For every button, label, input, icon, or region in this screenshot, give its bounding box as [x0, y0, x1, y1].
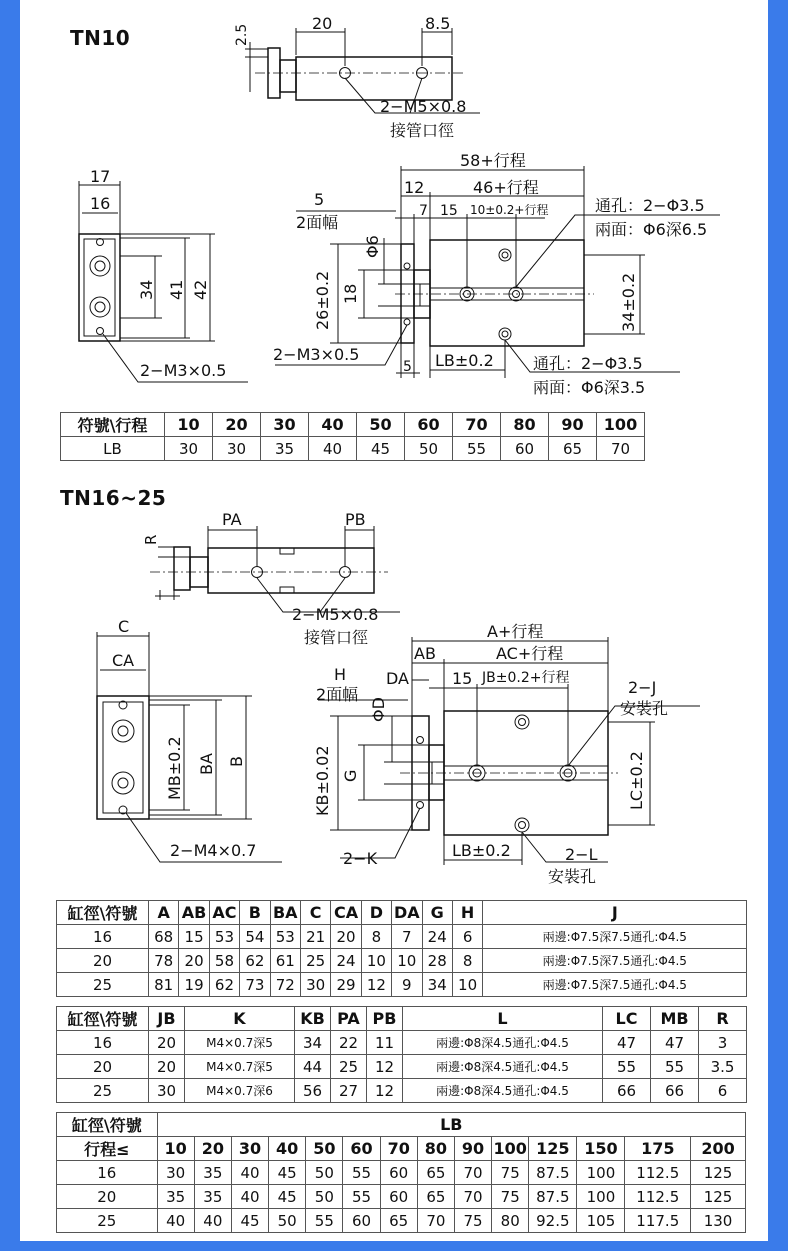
table-row	[57, 1031, 747, 1055]
table-cell: 10	[157, 1137, 194, 1161]
table-cell: 9	[392, 973, 422, 997]
table-cell: 20	[57, 1055, 149, 1079]
table-cell: 6	[452, 925, 482, 949]
table-cell: 25	[57, 1079, 149, 1103]
dim-58-stroke: 58+行程	[460, 151, 526, 170]
table-cell: CA	[331, 901, 361, 925]
dim-8-5: 8.5	[425, 14, 451, 33]
table-cell: 66	[651, 1079, 699, 1103]
table-cell: A	[149, 901, 179, 925]
table-cell: 125	[691, 1161, 746, 1185]
dim-17: 17	[90, 167, 111, 186]
dim-34: 34	[137, 279, 156, 300]
dim-15: 15	[452, 669, 473, 688]
m4-label: 2−M4×0.7	[170, 841, 257, 860]
table-cell: 130	[691, 1209, 746, 1233]
table-cell: 40	[231, 1161, 268, 1185]
table-cell: 47	[603, 1031, 651, 1055]
dim-41: 41	[167, 279, 186, 300]
table-cell: H	[452, 901, 482, 925]
table-cell: 27	[331, 1079, 367, 1103]
dim-g: G	[341, 769, 360, 782]
bottom-blue-border	[0, 1241, 788, 1251]
dim-kb: KB±0.02	[313, 745, 332, 816]
table-cell: 21	[300, 925, 330, 949]
table-cell: AC	[209, 901, 239, 925]
table-cell: 60	[380, 1161, 417, 1185]
dim-12: 12	[404, 178, 425, 197]
table-cell: MB	[651, 1007, 699, 1031]
dim-46-stroke: 46+行程	[473, 178, 539, 197]
m3-label: 2−M3×0.5	[140, 361, 227, 380]
table-cell: LC	[603, 1007, 651, 1031]
dim-mb: MB±0.2	[165, 736, 184, 800]
table-cell: 45	[231, 1209, 268, 1233]
table-cell: G	[422, 901, 452, 925]
table-cell: 78	[149, 949, 179, 973]
table-cell: 29	[331, 973, 361, 997]
table-cell: 80	[492, 1209, 529, 1233]
table-cell: 65	[417, 1161, 454, 1185]
table-cell: 35	[194, 1185, 231, 1209]
table-cell: 90	[549, 413, 597, 437]
table-cell: 112.5	[625, 1161, 691, 1185]
table-cell: 50	[357, 413, 405, 437]
table-cell: 缸徑\符號	[57, 1113, 158, 1137]
table-cell: 10	[392, 949, 422, 973]
face-hole-1: 兩面：Φ6深6.5	[595, 220, 708, 239]
table-cell: 56	[295, 1079, 331, 1103]
table-cell: 65	[417, 1185, 454, 1209]
dim-lc: LC±0.2	[627, 751, 646, 810]
table-cell: 55	[343, 1185, 380, 1209]
table-cell: 90	[454, 1137, 491, 1161]
table-cell: M4×0.7深6	[185, 1079, 295, 1103]
table-cell: 30	[213, 437, 261, 461]
table-cell: 15	[179, 925, 209, 949]
top-rod-block	[429, 745, 444, 800]
table-cell: C	[300, 901, 330, 925]
table-cell: 62	[209, 973, 239, 997]
table-cell: 50	[269, 1209, 306, 1233]
table-cell: 兩邊:Φ7.5深7.5通孔:Φ4.5	[483, 949, 747, 973]
table-cell: 60	[501, 437, 549, 461]
face-width: 2面幅	[296, 213, 339, 232]
table-cell: 11	[367, 1031, 403, 1055]
table-cell: PB	[367, 1007, 403, 1031]
table-cell: 70	[454, 1185, 491, 1209]
dim-phid: ΦD	[369, 697, 388, 722]
table-cell: 6	[699, 1079, 747, 1103]
dim-b: B	[227, 756, 246, 767]
dim-10-stroke: 10±0.2+行程	[470, 203, 549, 217]
table-cell: 40	[231, 1185, 268, 1209]
dim-da: DA	[386, 669, 409, 688]
table-cell: 20	[179, 949, 209, 973]
table-cell: 3.5	[699, 1055, 747, 1079]
face-hole-2: 兩面：Φ6深3.5	[533, 378, 646, 397]
table-cell: 40	[157, 1209, 194, 1233]
table-cell: 92.5	[529, 1209, 577, 1233]
dim-5b: 5	[403, 359, 412, 375]
table-cell: 22	[331, 1031, 367, 1055]
table-cell: 80	[501, 413, 549, 437]
table-cell: 117.5	[625, 1209, 691, 1233]
port-label: 2−M5×0.8	[292, 605, 379, 624]
table-cell: BA	[270, 901, 300, 925]
table-cell: 61	[270, 949, 300, 973]
table-cell: 兩邊:Φ8深4.5通孔:Φ4.5	[403, 1031, 603, 1055]
table-cell: 40	[194, 1209, 231, 1233]
table-cell: KB	[295, 1007, 331, 1031]
dim-ab: AB	[414, 644, 436, 663]
table-cell: 66	[603, 1079, 651, 1103]
table-cell: AB	[179, 901, 209, 925]
table-cell: 75	[492, 1161, 529, 1185]
dim-34-tol: 34±0.2	[619, 272, 638, 332]
table-cell: 缸徑\符號	[57, 901, 149, 925]
table-cell: 72	[270, 973, 300, 997]
table-cell: 47	[651, 1031, 699, 1055]
table-cell: 54	[240, 925, 270, 949]
table-cell: 70	[380, 1137, 417, 1161]
table-cell: 55	[603, 1055, 651, 1079]
table-cell: 50	[306, 1185, 343, 1209]
table-cell: 10	[361, 949, 391, 973]
table-header-row	[57, 901, 747, 925]
table-cell: 兩邊:Φ7.5深7.5通孔:Φ4.5	[483, 973, 747, 997]
table-cell: 53	[270, 925, 300, 949]
dim-a-stroke: A+行程	[487, 622, 544, 641]
table-cell: 25	[57, 973, 149, 997]
table-cell: 50	[405, 437, 453, 461]
dim-h: H	[334, 665, 347, 684]
table-cell: 70	[453, 413, 501, 437]
table-cell: 55	[306, 1209, 343, 1233]
tn16-table-3	[56, 1112, 746, 1233]
port-label-cn: 接管口徑	[390, 121, 455, 140]
table-cell: 3	[699, 1031, 747, 1055]
table-cell: 30	[231, 1137, 268, 1161]
table-cell: 20	[194, 1137, 231, 1161]
tn16-title: TN16~25	[60, 486, 167, 510]
table-cell: 70	[597, 437, 645, 461]
table-cell: LB	[157, 1113, 745, 1137]
table-cell: LB	[61, 437, 165, 461]
table-cell: M4×0.7深5	[185, 1055, 295, 1079]
table-cell: 45	[269, 1161, 306, 1185]
m3-label-top: 2−M3×0.5	[273, 345, 360, 364]
table-cell: 55	[343, 1161, 380, 1185]
port-label-cn: 接管口徑	[304, 628, 369, 647]
table-row	[57, 1185, 746, 1209]
table-cell: 81	[149, 973, 179, 997]
table-cell: 20	[149, 1031, 185, 1055]
table-cell: 兩邊:Φ7.5深7.5通孔:Φ4.5	[483, 925, 747, 949]
table-cell: 175	[625, 1137, 691, 1161]
table-cell: 45	[269, 1185, 306, 1209]
thru-hole-2: 通孔：2−Φ3.5	[533, 354, 643, 373]
table-cell: 12	[367, 1055, 403, 1079]
table-cell: M4×0.7深5	[185, 1031, 295, 1055]
table-cell: 10	[165, 413, 213, 437]
table-cell: 24	[422, 925, 452, 949]
table-cell: 10	[452, 973, 482, 997]
thru-hole-1: 通孔：2−Φ3.5	[595, 196, 705, 215]
table-cell: L	[403, 1007, 603, 1031]
table-cell: 44	[295, 1055, 331, 1079]
table-cell: 8	[361, 925, 391, 949]
table-cell: 兩邊:Φ8深4.5通孔:Φ4.5	[403, 1055, 603, 1079]
table-cell: 34	[422, 973, 452, 997]
table-cell: 53	[209, 925, 239, 949]
table-cell: 34	[295, 1031, 331, 1055]
table-row	[57, 925, 747, 949]
dim-ca: CA	[112, 651, 135, 670]
dim-c: C	[118, 617, 130, 636]
table-cell: 24	[331, 949, 361, 973]
table-row	[57, 1161, 746, 1185]
dim-2-5: 2.5	[234, 23, 250, 46]
dim-5: 5	[314, 190, 325, 209]
dim-7: 7	[419, 203, 428, 219]
table-cell: 兩邊:Φ8深4.5通孔:Φ4.5	[403, 1079, 603, 1103]
table-cell: 30	[261, 413, 309, 437]
table-cell: 68	[149, 925, 179, 949]
table-cell: DA	[392, 901, 422, 925]
table-cell: 12	[361, 973, 391, 997]
l-label: 2−L	[565, 845, 598, 864]
table-cell: 55	[651, 1055, 699, 1079]
table-cell: 20	[213, 413, 261, 437]
table-header-row	[57, 1137, 746, 1161]
table-cell: 35	[194, 1161, 231, 1185]
table-cell: 70	[417, 1209, 454, 1233]
table-cell: 60	[343, 1137, 380, 1161]
table-cell: 65	[549, 437, 597, 461]
table-cell: 20	[57, 1185, 158, 1209]
table-cell: 70	[454, 1161, 491, 1185]
table-cell: 19	[179, 973, 209, 997]
table-cell: 30	[165, 437, 213, 461]
table-header-row	[57, 1113, 746, 1137]
dim-42: 42	[191, 279, 210, 300]
table-cell: 87.5	[529, 1161, 577, 1185]
dim-26: 26±0.2	[313, 270, 332, 330]
table-cell: 73	[240, 973, 270, 997]
table-cell: 符號\行程	[61, 413, 165, 437]
table-cell: 62	[240, 949, 270, 973]
dim-18: 18	[341, 283, 360, 304]
dim-20: 20	[312, 14, 333, 33]
table-cell: 100	[492, 1137, 529, 1161]
table-cell: 7	[392, 925, 422, 949]
table-cell: 35	[157, 1185, 194, 1209]
table-cell: 20	[331, 925, 361, 949]
table-row	[57, 949, 747, 973]
l-label-cn: 安裝孔	[548, 867, 597, 886]
table-row	[57, 1209, 746, 1233]
table-cell: 25	[57, 1209, 158, 1233]
table-cell: 60	[380, 1185, 417, 1209]
j-label-cn: 安裝孔	[620, 699, 669, 718]
table-cell: 40	[309, 413, 357, 437]
table-cell: B	[240, 901, 270, 925]
table-cell: 8	[452, 949, 482, 973]
dim-ba: BA	[197, 753, 216, 775]
face-width: 2面幅	[316, 685, 359, 704]
table-cell: 60	[405, 413, 453, 437]
table-cell: 125	[691, 1185, 746, 1209]
table-cell: 100	[577, 1161, 625, 1185]
table-cell: 行程≤	[57, 1137, 158, 1161]
dim-pb: PB	[345, 510, 366, 529]
table-cell: 75	[454, 1209, 491, 1233]
tn16-table-1	[56, 900, 747, 997]
k-label: 2−K	[343, 849, 378, 868]
table-cell: 45	[357, 437, 405, 461]
table-cell: 20	[57, 949, 149, 973]
table-cell: 112.5	[625, 1185, 691, 1209]
table-cell: 50	[306, 1161, 343, 1185]
table-cell: 16	[57, 925, 149, 949]
lb-label: LB±0.2	[435, 351, 494, 370]
table-cell: 40	[269, 1137, 306, 1161]
dim-pa: PA	[222, 510, 242, 529]
table-cell: 60	[343, 1209, 380, 1233]
table-cell: 30	[149, 1079, 185, 1103]
table-cell: 150	[577, 1137, 625, 1161]
tn16-table-2	[56, 1006, 747, 1103]
table-row	[57, 1055, 747, 1079]
table-cell: PA	[331, 1007, 367, 1031]
table-cell: 12	[367, 1079, 403, 1103]
port-label: 2−M5×0.8	[380, 97, 467, 116]
dim-phi6: Φ6	[363, 235, 382, 258]
table-cell: 75	[492, 1185, 529, 1209]
table-row	[57, 973, 747, 997]
table-cell: D	[361, 901, 391, 925]
table-cell: 105	[577, 1209, 625, 1233]
table-cell: J	[483, 901, 747, 925]
table-cell: 25	[300, 949, 330, 973]
tn10-title: TN10	[70, 26, 131, 50]
table-cell: 55	[453, 437, 501, 461]
table-cell: 30	[157, 1161, 194, 1185]
dim-15: 15	[440, 203, 458, 219]
dim-r: R	[142, 534, 160, 545]
table-row	[57, 1079, 747, 1103]
table-cell: 40	[309, 437, 357, 461]
table-cell: 28	[422, 949, 452, 973]
table-cell: 25	[331, 1055, 367, 1079]
table-cell: 125	[529, 1137, 577, 1161]
table-cell: 16	[57, 1161, 158, 1185]
table-cell: 65	[380, 1209, 417, 1233]
table-cell: 200	[691, 1137, 746, 1161]
table-cell: JB	[149, 1007, 185, 1031]
table-cell: 16	[57, 1031, 149, 1055]
table-cell: 100	[597, 413, 645, 437]
dim-jb-stroke: JB±0.2+行程	[482, 670, 570, 686]
table-cell: 30	[300, 973, 330, 997]
table-cell: 87.5	[529, 1185, 577, 1209]
table-cell: 50	[306, 1137, 343, 1161]
table-cell: 20	[149, 1055, 185, 1079]
table-cell: 80	[417, 1137, 454, 1161]
dim-16: 16	[90, 194, 111, 213]
table-cell: 缸徑\符號	[57, 1007, 149, 1031]
table-header-row	[57, 1007, 747, 1031]
j-label: 2−J	[628, 678, 657, 697]
lb-label: LB±0.2	[452, 841, 511, 860]
dim-ac-stroke: AC+行程	[496, 644, 564, 663]
table-cell: R	[699, 1007, 747, 1031]
table-cell: 35	[261, 437, 309, 461]
table-cell: 58	[209, 949, 239, 973]
table-cell: K	[185, 1007, 295, 1031]
table-cell: 100	[577, 1185, 625, 1209]
